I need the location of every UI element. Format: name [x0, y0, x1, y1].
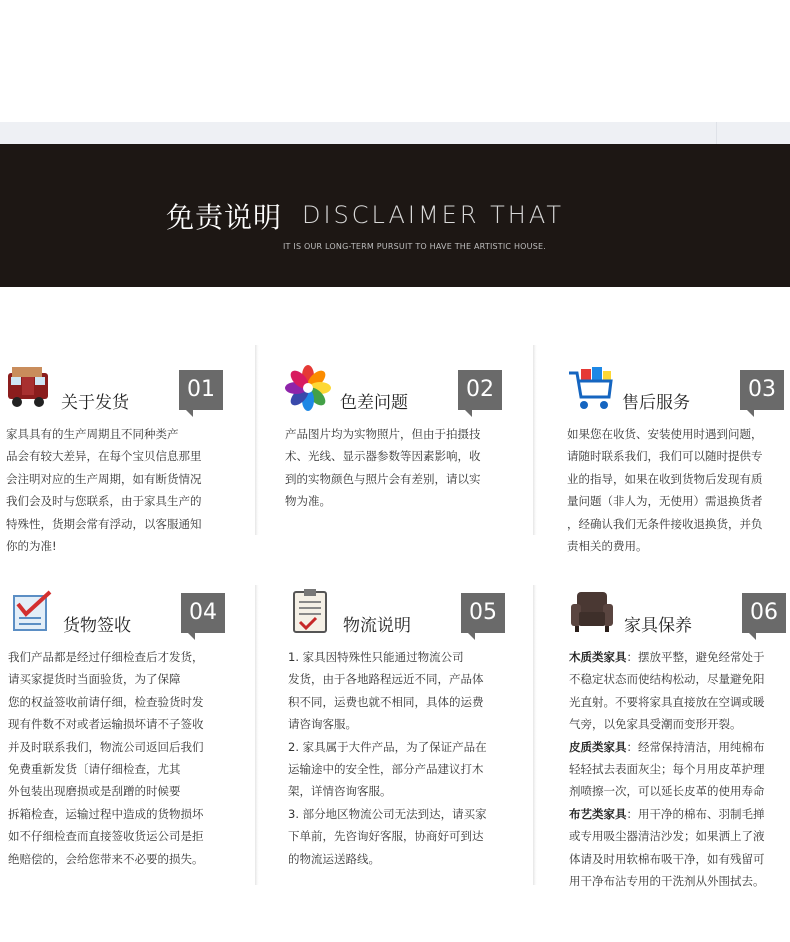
card-line: 发货，由于各地路程远近不同，产品体 [288, 672, 484, 687]
card-number: 02 [458, 370, 502, 410]
banner-title-en: DISCLAIMER THAT [302, 201, 565, 229]
card-body [569, 646, 765, 892]
card-line: 皮质类家具：经常保持清洁，用纯棉布 [569, 739, 765, 754]
card-line: 请买家提货时当面验货，为了保障 [8, 672, 181, 687]
card-body [6, 423, 202, 557]
card-title: 色差问题 [340, 393, 408, 413]
card-line: 拆箱检查，运输过程中造成的货物损坏 [8, 806, 204, 821]
card-line: 你的为准! [6, 539, 57, 554]
top-strip [0, 122, 790, 144]
card-title: 关于发货 [61, 393, 129, 413]
card-line: 3. 部分地区物流公司无法到达，请买家 [288, 806, 487, 821]
card-line: 绝赔偿的，会给您带来不必要的损失。 [8, 851, 204, 866]
card-number: 01 [179, 370, 223, 410]
card-line: 量问题（非人为，无使用）需退换货者 [567, 494, 763, 509]
card-body [567, 423, 763, 557]
card-number: 04 [181, 593, 225, 633]
card-line: 我们产品都是经过仔细检查后才发货， [8, 650, 204, 664]
column-divider [533, 345, 537, 535]
card-body [288, 646, 487, 870]
card-line: 不稳定状态而使结构松动，尽量避免阳 [569, 672, 765, 687]
shopping-cart-icon [567, 365, 613, 411]
card-title: 家具保养 [624, 616, 692, 636]
card-title: 物流说明 [343, 616, 411, 636]
card-line: 2. 家具属于大件产品，为了保证产品在 [288, 739, 487, 754]
column-divider [533, 585, 537, 885]
card-line: 特殊性，货期会常有浮动，以客服通知 [6, 516, 202, 531]
card-number: 05 [461, 593, 505, 633]
card-line: 并及时联系我们，物流公司返回后我们 [8, 739, 204, 754]
card-number: 06 [742, 593, 786, 633]
card-line: 剂喷擦一次，可以延长皮革的使用寿命 [569, 784, 765, 799]
card-line: 轻轻拭去表面灰尘；每个月用皮革护理 [569, 762, 765, 777]
column-divider [255, 585, 259, 885]
card-line: 物为准。 [285, 494, 331, 509]
card-line: 或专用吸尘器清洁沙发；如果洒上了液 [569, 829, 765, 844]
card-line: 家具具有的生产周期且不同种类产 [6, 427, 179, 441]
card-line: 的物流运送路线。 [288, 851, 380, 866]
card-line: 如果您在收货、安装使用时遇到问题， [567, 427, 763, 441]
card-line: 1. 家具因特殊性只能通过物流公司 [288, 650, 464, 664]
banner-title-cn: 免责说明 [166, 201, 283, 234]
card-line: 业的指导，如果在收到货物后发现有质 [567, 471, 763, 486]
clipboard-icon [288, 588, 334, 634]
card-line: 光直射。不要将家具直接放在空调或暖 [569, 694, 765, 709]
card-line: 用干净布沾专用的干洗剂从外围拭去。 [569, 874, 765, 889]
card-line: 如不仔细检查而直接签收货运公司是拒 [8, 829, 204, 844]
strip-divider [716, 122, 717, 144]
column-divider [255, 345, 259, 535]
card-line: 产品图片均为实物照片，但由于拍摄技 [285, 427, 481, 441]
card-title: 售后服务 [622, 393, 690, 413]
card-line: ，经确认我们无条件接收退换货，并负 [567, 516, 763, 531]
card-line: 请咨询客服。 [288, 717, 357, 732]
card-number: 03 [740, 370, 784, 410]
card-line: 责相关的费用。 [567, 539, 648, 554]
card-line: 气旁，以免家具受潮而变形开裂。 [569, 717, 742, 732]
card-line: 我们会及时与您联系，由于家具生产的 [6, 494, 202, 509]
checklist-icon [8, 588, 54, 634]
card-line: 架，详情咨询客服。 [288, 784, 392, 799]
card-line: 术、光线、显示器参数等因素影响，收 [285, 449, 481, 464]
card-line: 运输途中的安全性，部分产品建议打木 [288, 762, 484, 777]
disclaimer-banner [0, 144, 790, 287]
card-line: 积不同，运费也就不相同，具体的运费 [288, 694, 484, 709]
card-line: 布艺类家具：用干净的棉布、羽制毛掸 [569, 806, 765, 821]
armchair-icon [569, 588, 615, 634]
banner-subtitle: IT IS OUR LONG-TERM PURSUIT TO HAVE THE ARTISTIC HOUSE. [283, 242, 546, 251]
card-line: 品会有较大差异，在每个宝贝信息那里 [6, 449, 202, 464]
card-line: 体请及时用软棉布吸干净，如有残留可 [569, 851, 765, 866]
card-line: 现有件数不对或者运输损坏请不子签收 [8, 717, 204, 732]
card-body [285, 423, 481, 513]
card-line: 木质类家具：摆放平整，避免经常处于 [569, 650, 765, 664]
card-body [8, 646, 204, 870]
card-line: 会注明对应的生产周期，如有断货情况 [6, 471, 202, 486]
card-line: 下单前，先咨询好客服，协商好可到达 [288, 829, 484, 844]
color-wheel-icon [285, 365, 331, 411]
card-line: 外包装出现磨损或是刮蹭的时候要 [8, 784, 181, 799]
card-line: 请随时联系我们，我们可以随时提供专 [567, 449, 763, 464]
card-title: 货物签收 [63, 616, 131, 636]
card-line: 您的权益签收前请仔细，检查验货时发 [8, 694, 204, 709]
delivery-truck-icon [6, 365, 52, 411]
card-line: 到的实物颜色与照片会有差别，请以实 [285, 471, 481, 486]
card-line: 免费重新发货〔请仔细检查，尤其 [8, 762, 181, 777]
